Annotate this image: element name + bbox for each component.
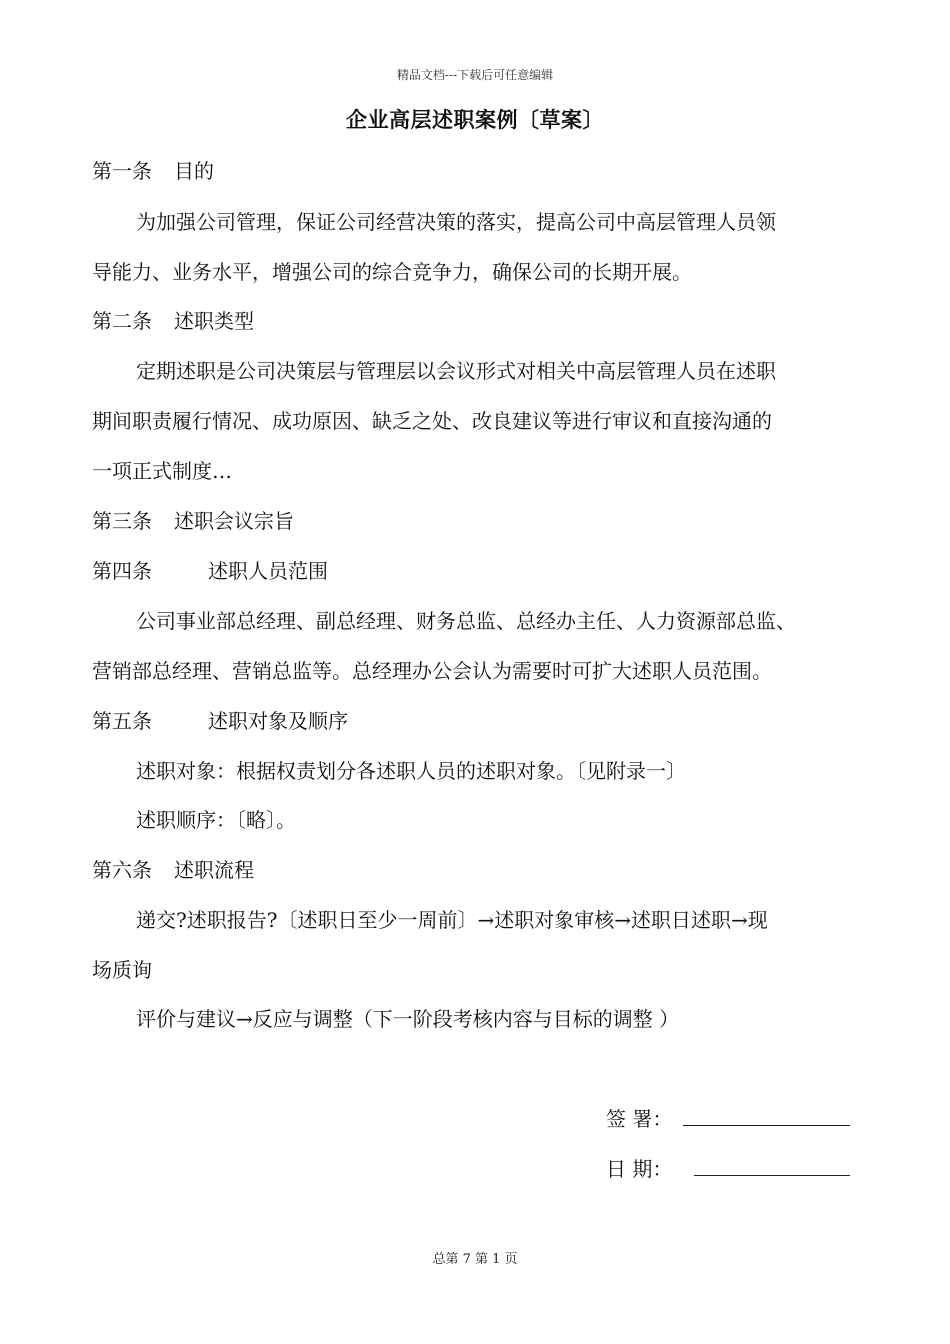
article-name: 述职对象及顺序 [208, 709, 348, 733]
article-name: 述职会议宗旨 [174, 509, 294, 533]
article-name: 述职人员范围 [208, 559, 328, 583]
article-1-heading [92, 155, 214, 184]
article-number: 第五条 [92, 709, 152, 733]
date-label: 日 期： [606, 1157, 673, 1181]
article-name: 述职类型 [174, 309, 254, 333]
paragraph-line: 导能力、业务水平，增强公司的综合竞争力，确保公司的长期开展。 [92, 260, 692, 284]
article-number: 第六条 [92, 858, 152, 882]
page-header: 精品文档---下载后可任意编辑 [396, 68, 554, 82]
document-title: 企业高层述职案例〔草案〕 [346, 107, 604, 132]
paragraph-line: 定期述职是公司决策层与管理层以会议形式对相关中高层管理人员在述职 [136, 359, 776, 383]
paragraph-line: 公司事业部总经理、副总经理、财务总监、总经办主任、人力资源部总监、 [136, 609, 796, 633]
paragraph-line: 一项正式制度… [92, 459, 232, 483]
article-number: 第三条 [92, 509, 152, 533]
article-number: 第二条 [92, 309, 152, 333]
paragraph-line: 营销部总经理、营销总监等。总经理办公会认为需要时可扩大述职人员范围。 [92, 659, 772, 683]
article-3-heading [92, 505, 294, 534]
article-number: 第四条 [92, 559, 152, 583]
signature-line[interactable] [683, 1125, 850, 1126]
article-2-heading [92, 305, 254, 334]
article-4-heading [92, 555, 328, 584]
article-5-heading [92, 705, 348, 734]
article-name: 述职流程 [174, 858, 254, 882]
article-6-heading [92, 854, 254, 883]
paragraph-line: 述职对象：根据权责划分各述职人员的述职对象。〔见附录一〕 [136, 759, 686, 783]
article-name: 目的 [174, 159, 214, 183]
paragraph-line: 为加强公司管理，保证公司经营决策的落实，提高公司中高层管理人员领 [136, 210, 776, 234]
paragraph-line: 期间职责履行情况、成功原因、缺乏之处、改良建议等进行审议和直接沟通的 [92, 409, 772, 433]
article-number: 第一条 [92, 159, 152, 183]
paragraph-line: 场质询 [92, 958, 152, 982]
signature-label: 签 署： [606, 1107, 673, 1131]
page-footer: 总第 7 第 1 页 [432, 1252, 518, 1267]
date-line[interactable] [694, 1175, 850, 1176]
paragraph-line: 评价与建议→反应与调整（下一阶段考核内容与目标的调整 ） [136, 1007, 680, 1031]
paragraph-line: 递交?述职报告?〔述职日至少一周前〕→述职对象审核→述职日述职→现 [136, 908, 768, 932]
paragraph-line: 述职顺序：〔略〕。 [136, 808, 296, 832]
